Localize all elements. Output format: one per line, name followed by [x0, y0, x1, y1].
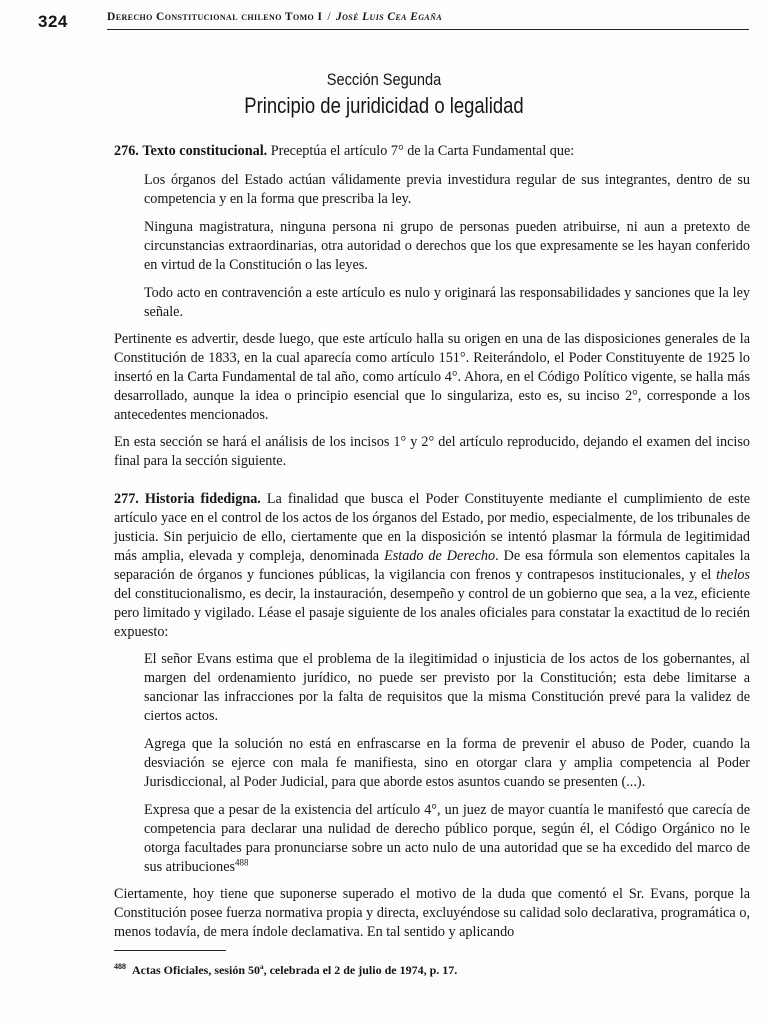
block-quote: Todo acto en contravención a este artículo es nulo y originará las responsabilidades y sanciones que la ley señale.: [144, 285, 750, 320]
emphasis-term: thelos: [716, 567, 751, 583]
block-quote: Los órganos del Estado actúan válidamente previa investidura regular de sus integrantes, dentro de su competencia y en la forma que prescriba la ley.: [144, 172, 750, 207]
paragraph: En esta sección se hará el análisis de los incisos 1° y 2° del artículo reproducido, dejando el examen del inciso final para la sección siguiente.: [114, 434, 750, 469]
running-header: [0, 0, 768, 40]
article-276-number: 276.: [114, 143, 139, 159]
block-quote: [144, 801, 750, 877]
article-277-paragraph: [114, 490, 750, 642]
quote-text: Expresa que a pesar de la existencia del artículo 4°, un juez de mayor cuantía le manifestó que carecía de competencia para declarar una nulidad de derecho público porque, según él, el Código Orgánico no le otorga facultades para pronunciarse sobre un acto nulo de una autoridad que se ha excedido del marco de sus atribuciones: [144, 802, 750, 875]
header-rule: [107, 29, 749, 30]
running-title: [107, 11, 442, 23]
book-title: Derecho Constitucional chileno Tomo I: [107, 11, 323, 23]
article-276-lead: [114, 142, 750, 161]
footnote-mark: 488: [114, 962, 126, 971]
section-label: Sección Segunda: [326, 70, 442, 89]
article-276-lead-text: Preceptúa el artículo 7° de la Carta Fundamental que:: [270, 143, 575, 159]
block-quote: El señor Evans estima que el problema de la ilegitimidad o injusticia de los actos de los gobernantes, al margen del ordenamiento jurídico, no puede ser previsto por la Constitución; esta debe limitarse a sancionar las infracciones por la falta de requisitos que la misma Constitución prevé para la validez de ciertos actos.: [144, 651, 750, 724]
block-quote: Agrega que la solución no está en enfrascarse en la forma de prevenir el abuso de Poder, cuando la desviación se ejerce con mala fe manifiesta, sino en otorgar clara y amplia competencia al Poder Jurisdiccional, al Poder Judicial, para que aborde estos asuntos cuando se presenten (...).: [144, 736, 750, 790]
emphasis-term: Estado de Derecho: [384, 548, 496, 564]
footnote-text: Actas Oficiales, sesión 50ª, celebrada el 2 de julio de 1974, p. 17.: [132, 963, 458, 977]
footnote-rule: [114, 950, 226, 951]
spacer: [114, 479, 750, 490]
title-separator: /: [327, 11, 331, 23]
article-277-text: del constitucionalismo, es decir, la instauración, desempeño y control de un gobierno que sea, a la vez, eficiente pero limitado y vigilado. Léase el pasaje siguiente de los anales oficiales para constatar la exactitud de lo recién expuesto:: [114, 586, 750, 640]
article-277-number: 277.: [114, 491, 139, 507]
article-276-heading: Texto constitucional.: [142, 143, 268, 159]
article-277-text: . De esa fórmula son elementos capitales la separación de órganos y funciones públicas, la vigilancia con frenos y contrapesos institucionales, y el: [114, 548, 751, 583]
article-277-text: La finalidad que busca el Poder Constituyente mediante el cumplimiento de este artículo yace en el control de los actos de los órganos del Estado, por medio, especialmente, de los tribunales de justicia. Sin perjuicio de ello, ciertamente que en la disposición se intentó plasmar la fórmula de legitimidad más amplia, elevada y compleja, denominada: [114, 491, 751, 564]
paragraph: Pertinente es advertir, desde luego, que este artículo halla su origen en una de las disposiciones generales de la Constitución de 1833, en la cual aparecía como artículo 151°. Reiterándolo, el Poder Constituyente de 1925 lo insertó en la Carta Fundamental de tal año, como artículo 4°. Ahora, en el Código Político vigente, se halla más desarrollado, aunque la idea o principio esencial que lo singulariza, esto es, su inciso 2°, corresponde a los antecedentes mencionados.: [114, 331, 750, 423]
page-number: 324: [38, 12, 68, 31]
footnote-reference: 488: [235, 857, 249, 868]
footnote: [114, 962, 750, 978]
block-quote: Ninguna magistratura, ninguna persona ni grupo de personas pueden atribuirse, ni aun a pretexto de circunstancias extraordinarias, otra autoridad o derechos que los que expresamente se les hayan conferido en virtud de la Constitución o las leyes.: [144, 219, 750, 273]
paragraph: Ciertamente, hoy tiene que suponerse superado el motivo de la duda que comentó el Sr. Evans, porque la Constitución posee fuerza normativa propia y directa, excluyéndose su calidad solo declarativa, programática o, menos todavía, de mera índole declamativa. En tal sentido y aplicando: [114, 886, 750, 940]
author-name: José Luis Cea Egaña: [335, 11, 443, 23]
article-277-heading: Historia fidedigna.: [144, 491, 261, 507]
body-text: [114, 142, 750, 948]
section-title: Principio de juridicidad o legalidad: [244, 93, 524, 118]
